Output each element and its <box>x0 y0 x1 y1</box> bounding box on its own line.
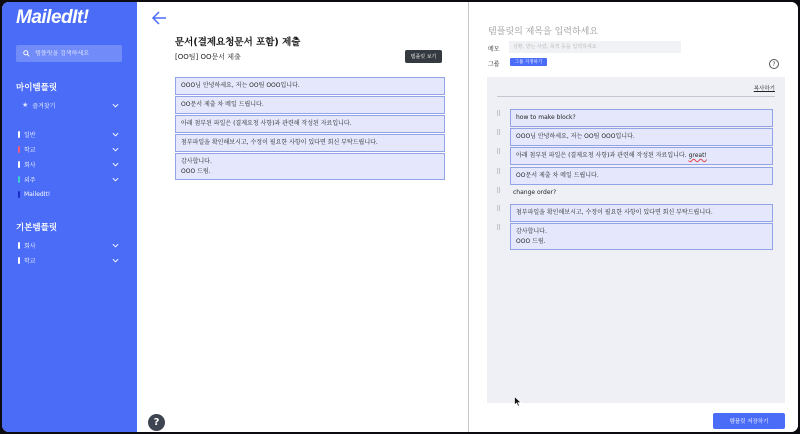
sidebar-item-label: 일반 <box>24 131 36 139</box>
app-logo[interactable]: MailedIt! <box>16 7 89 28</box>
preview-block: 첨부파일을 확인해보시고, 수정이 필요한 사항이 있다면 회신 부탁드립니다. <box>175 134 445 152</box>
editor-row[interactable] <box>496 147 776 165</box>
template-editor-panel <box>469 2 798 432</box>
editor-area[interactable] <box>487 77 785 403</box>
template-title-input[interactable]: 템플릿의 제목을 입력하세요 <box>488 27 599 37</box>
page-subtitle: [OO팀] OO문서 제출 <box>175 53 241 61</box>
preview-block: OOO님 안녕하세요, 저는 OO팀 OOO입니다. <box>175 77 445 95</box>
drag-handle-icon[interactable]: ⠿ <box>496 148 501 156</box>
mouse-cursor-icon <box>514 396 522 407</box>
sidebar-item-label: 학교 <box>24 146 36 154</box>
editor-divider <box>497 96 775 97</box>
page-title: 문서(결제요청문서 포함) 제출 <box>175 37 301 48</box>
group-color-bar <box>18 161 20 168</box>
drag-handle-icon[interactable]: ⠿ <box>496 187 501 195</box>
back-arrow-icon[interactable] <box>151 11 167 25</box>
sidebar-item-label: 즐겨찾기 <box>32 102 56 110</box>
save-template-button[interactable]: 템플릿 저장하기 <box>713 413 785 429</box>
editor-block[interactable] <box>510 186 559 199</box>
editor-block[interactable] <box>510 128 773 146</box>
group-color-bar <box>18 131 20 138</box>
copy-link[interactable]: 복사하기 <box>753 86 775 92</box>
editor-row[interactable] <box>496 109 776 127</box>
group-color-bar <box>18 191 20 198</box>
chevron-down-icon[interactable] <box>112 258 119 263</box>
memo-label: 메모 <box>488 46 500 53</box>
group-color-bar <box>18 176 20 183</box>
chevron-down-icon[interactable] <box>112 132 119 137</box>
group-color-bar <box>18 257 20 264</box>
preview-block: 아래 첨부된 파일은 (결제요청 사항)과 관련해 작성된 자료입니다. <box>175 115 445 133</box>
sidebar-item-1[interactable] <box>18 143 119 155</box>
sidebar-item-label: 회사 <box>24 161 36 169</box>
editor-block[interactable] <box>510 204 773 222</box>
template-preview-panel <box>137 2 468 432</box>
chevron-down-icon[interactable] <box>112 147 119 152</box>
preview-block: OO문서 제출 차 메일 드립니다. <box>175 96 445 114</box>
editor-block-text: 첨부파일을 확인해보시고, 수정이 필요한 사항이 있다면 회신 부탁드립니다. <box>516 209 713 216</box>
sidebar-item-label: 회사 <box>24 242 36 250</box>
editor-block[interactable] <box>510 109 773 127</box>
chevron-down-icon[interactable] <box>112 162 119 167</box>
sidebar-item-label: 학교 <box>24 257 36 265</box>
help-icon[interactable]: ? <box>769 59 779 69</box>
drag-handle-icon[interactable]: ⠿ <box>496 129 501 137</box>
star-icon: ★ <box>22 101 29 109</box>
editor-row[interactable] <box>496 128 776 146</box>
my-templates-title: 마이템플릿 <box>16 83 58 93</box>
editor-block-extra: great! <box>688 152 707 159</box>
editor-block-text: OO문서 제출 차 메일 드립니다. <box>516 172 599 179</box>
basic-templates-title: 기본템플릿 <box>16 223 58 233</box>
editor-row[interactable] <box>496 204 776 222</box>
drag-handle-icon[interactable]: ⠿ <box>496 205 501 213</box>
editor-row[interactable] <box>496 186 776 199</box>
basic-item-1[interactable] <box>18 254 119 266</box>
group-color-bar <box>18 146 20 153</box>
app-window <box>2 2 798 432</box>
editor-block[interactable] <box>510 167 773 185</box>
editor-block-text: how to make block? <box>516 114 576 121</box>
search-box[interactable] <box>16 45 122 62</box>
chevron-down-icon[interactable] <box>112 243 119 248</box>
editor-block-text: 아래 첨부된 파일은 (결제요청 사항)과 관련해 작성된 자료입니다. <box>516 152 687 159</box>
group-label: 그룹 <box>488 61 500 68</box>
editor-block-text: change order? <box>513 189 557 196</box>
drag-handle-icon[interactable]: ⠿ <box>496 224 501 232</box>
editor-row[interactable] <box>496 223 776 250</box>
sidebar-item-label: MailedIt! <box>24 190 51 198</box>
editor-block-text: 감사합니다. OOO 드림. <box>516 228 547 245</box>
group-color-bar <box>18 242 20 249</box>
editor-block-text: OOO님 안녕하세요, 저는 OO팀 OOO입니다. <box>516 133 635 140</box>
memo-input[interactable] <box>509 41 681 53</box>
sidebar-item-label: 외주 <box>24 176 36 184</box>
sidebar-item-favorites[interactable] <box>18 99 119 111</box>
sidebar <box>2 2 137 432</box>
basic-item-0[interactable] <box>18 239 119 251</box>
drag-handle-icon[interactable]: ⠿ <box>496 110 501 118</box>
preview-block: 감사합니다. OOO 드림. <box>175 153 445 180</box>
editor-row[interactable] <box>496 167 776 185</box>
search-icon <box>23 50 30 57</box>
assign-group-button[interactable]: 그룹 지정하기 <box>510 58 547 66</box>
drag-handle-icon[interactable]: ⠿ <box>496 168 501 176</box>
search-input[interactable] <box>35 50 122 57</box>
editor-block[interactable] <box>510 147 773 165</box>
view-template-button[interactable]: 템플릿 보기 <box>405 50 442 63</box>
help-button[interactable]: ? <box>148 414 165 431</box>
editor-block[interactable] <box>510 223 773 250</box>
sidebar-item-2[interactable] <box>18 158 119 170</box>
chevron-down-icon[interactable] <box>112 177 119 182</box>
chevron-down-icon[interactable] <box>112 103 119 108</box>
sidebar-item-3[interactable] <box>18 173 119 185</box>
sidebar-item-0[interactable] <box>18 128 119 140</box>
sidebar-item-4[interactable] <box>18 188 119 200</box>
